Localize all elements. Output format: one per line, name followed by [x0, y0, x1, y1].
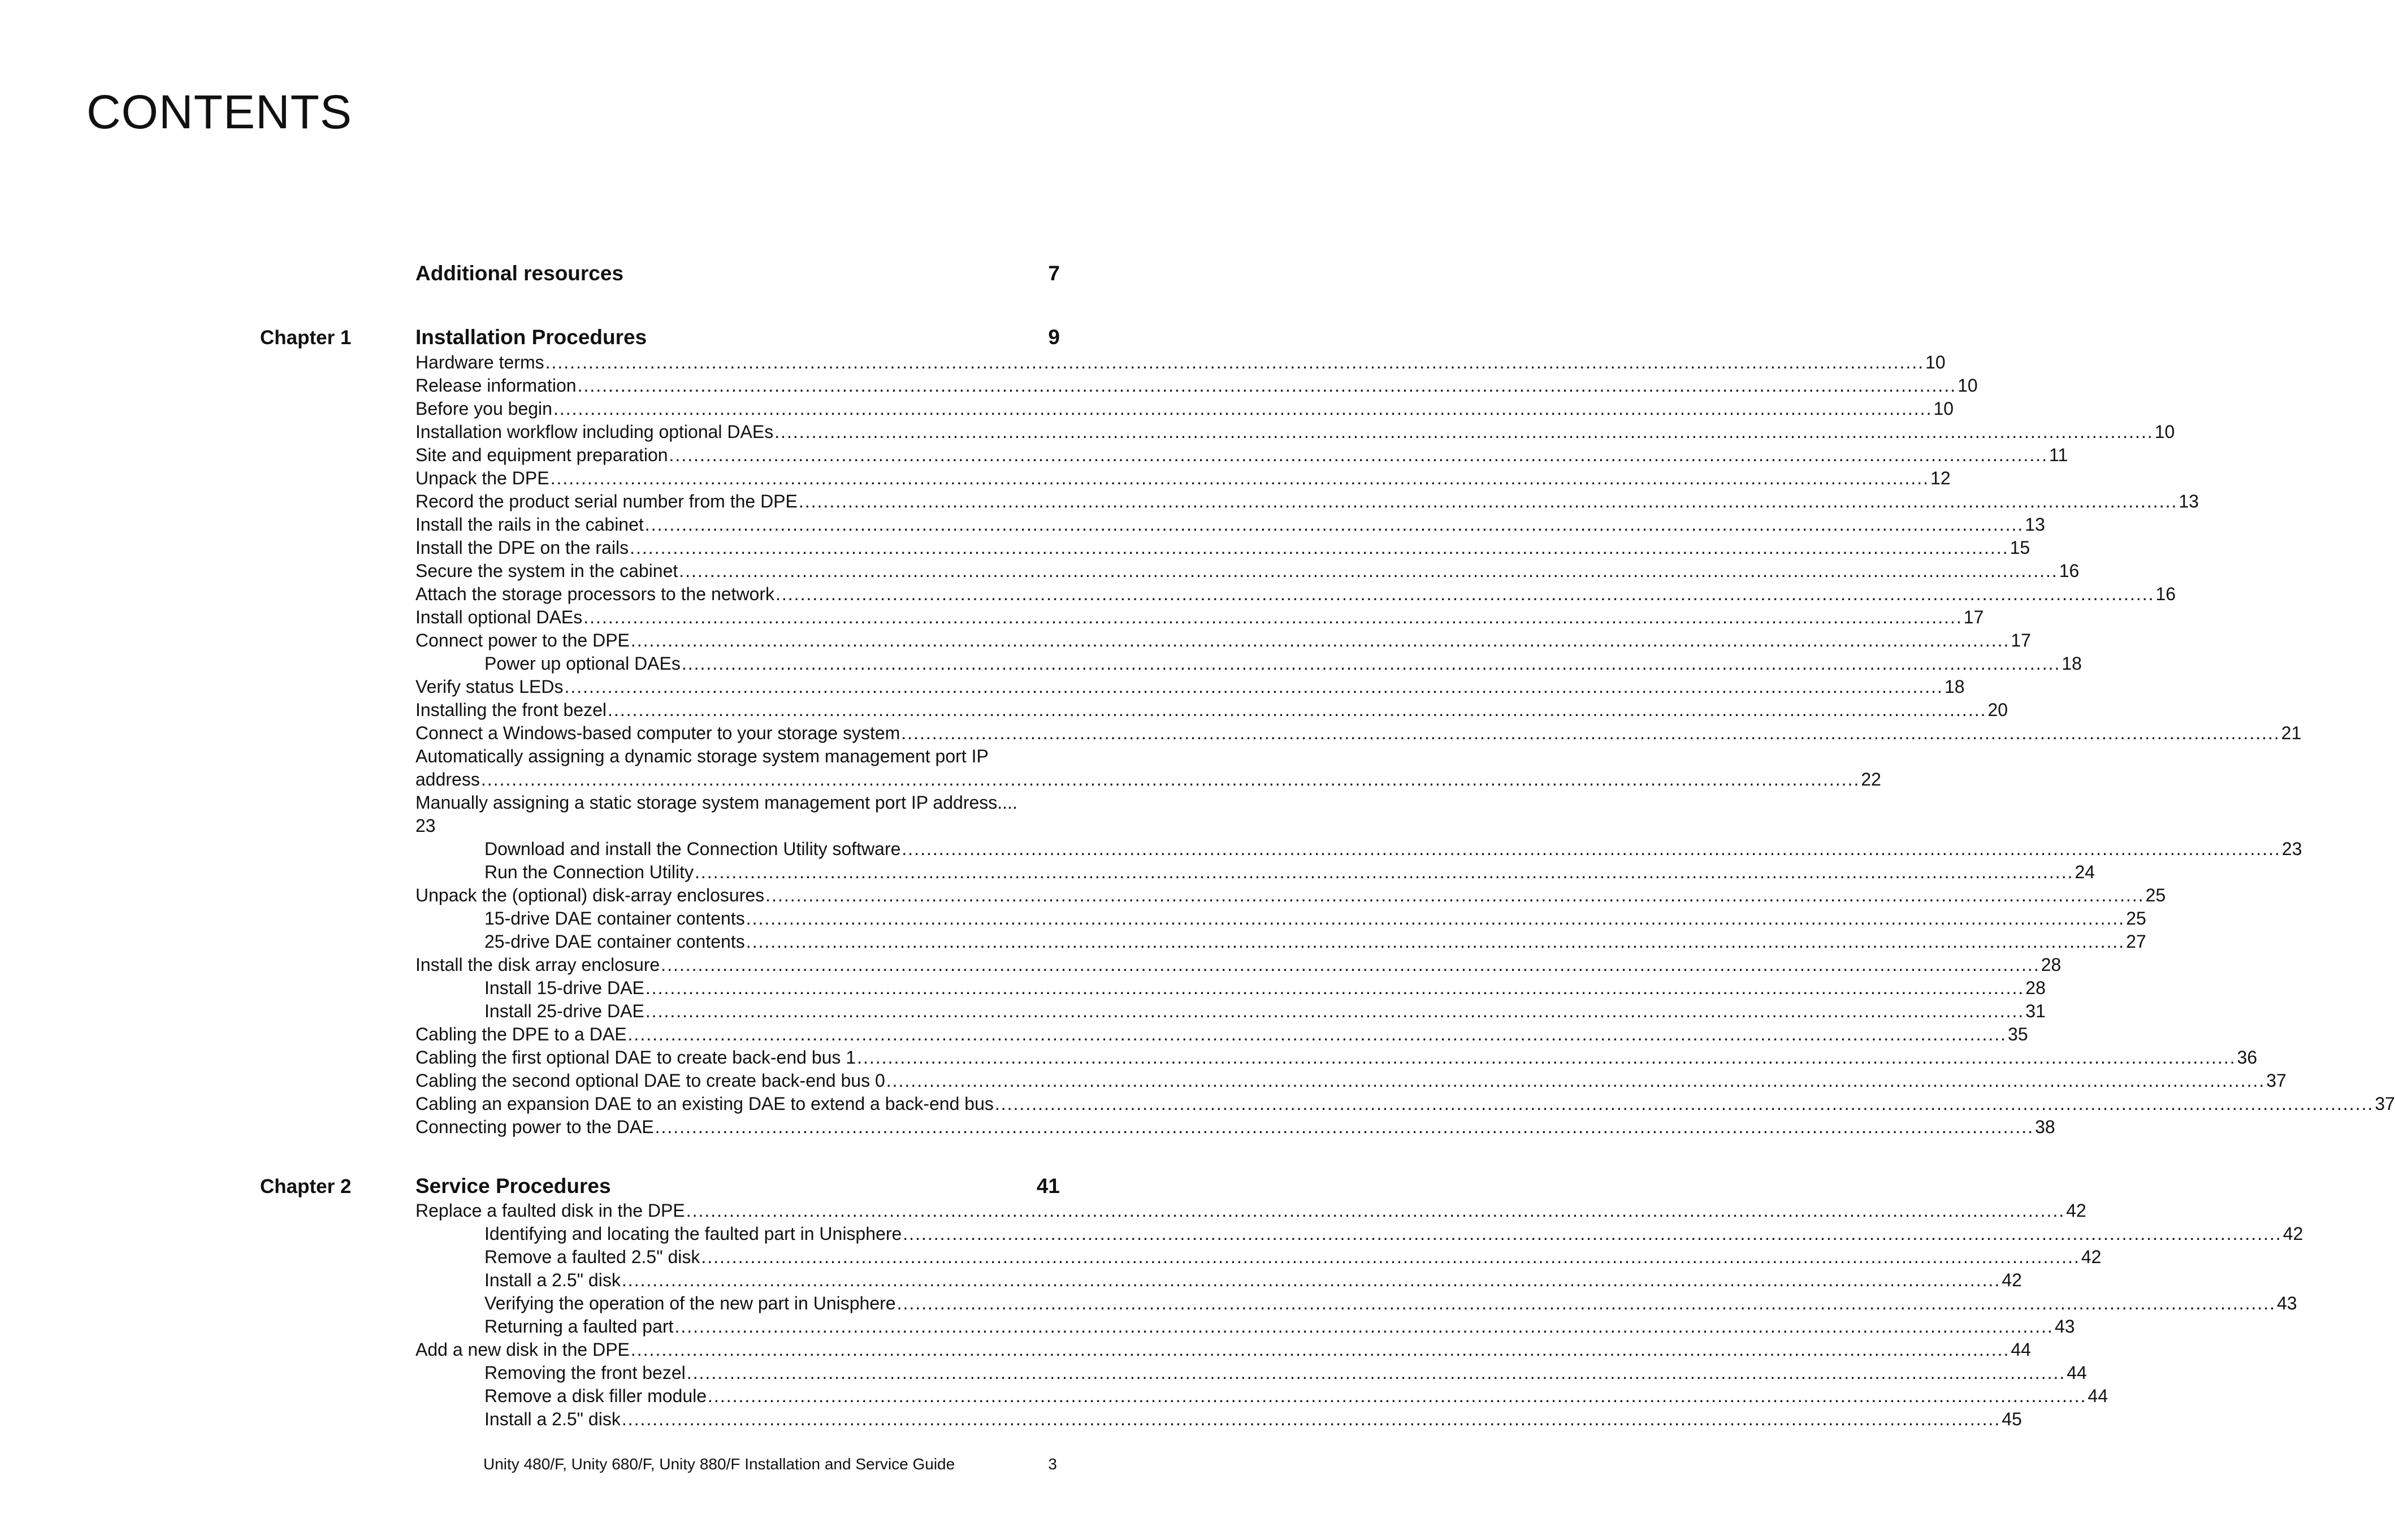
toc-leader-dots	[902, 838, 2281, 861]
toc-entry[interactable]	[415, 1023, 2028, 1046]
toc-entry-page: 35	[2008, 1024, 2028, 1044]
toc-entry-text: Download and install the Connection Utility software	[484, 839, 901, 859]
toc-entry[interactable]	[415, 1385, 2108, 1408]
toc-entry[interactable]	[415, 745, 1881, 791]
toc-entry-text: Install a 2.5" disk	[484, 1270, 621, 1290]
toc-entry[interactable]	[415, 351, 1946, 374]
toc-entry-page: 25	[2145, 885, 2166, 905]
toc-entry[interactable]	[415, 1408, 2022, 1431]
toc-leader-dots	[897, 1292, 2276, 1315]
toc-entry-page: 42	[2081, 1247, 2102, 1267]
toc-entry-text: Connect a Windows-based computer to your storage system	[415, 723, 900, 743]
toc-entry-text: Attach the storage processors to the network	[415, 584, 774, 604]
toc-entry-text: Site and equipment preparation	[415, 445, 668, 465]
toc-leader-dots	[655, 1116, 2034, 1139]
toc-entry-page: 42	[2283, 1224, 2303, 1244]
toc-leader-dots	[776, 583, 2155, 606]
toc-entry[interactable]	[415, 907, 2146, 930]
additional-resources-title: Additional resources	[415, 262, 624, 285]
toc-entry-text: Verifying the operation of the new part in Unisphere	[484, 1293, 896, 1313]
toc-entry-page: 18	[1944, 676, 1965, 697]
toc-entry-text: Cabling the first optional DAE to create back-end bus 1	[415, 1047, 856, 1068]
toc-entry-page: 31	[2025, 1001, 2046, 1021]
chapter-1-entries	[415, 351, 2395, 1139]
toc-entry[interactable]	[415, 1116, 2055, 1139]
toc-entry-text: Install 15-drive DAE	[484, 978, 644, 998]
chapter-1-title: Installation Procedures	[415, 326, 647, 349]
toc-entry[interactable]	[415, 977, 2046, 1000]
toc-entry-page: 16	[2059, 561, 2080, 581]
toc-leader-dots	[622, 1408, 2001, 1431]
toc-leader-dots	[553, 397, 1933, 420]
page-footer	[483, 1455, 1057, 1473]
toc-leader-dots	[695, 861, 2074, 884]
additional-resources-heading[interactable]	[415, 262, 1060, 285]
toc-entry[interactable]	[415, 629, 2031, 652]
toc-entry[interactable]	[415, 675, 1965, 699]
toc-leader-dots	[679, 559, 2058, 583]
additional-resources-page: 7	[1048, 262, 1060, 285]
toc-entry-text: Unpack the DPE	[415, 468, 549, 488]
toc-entry-text: Unpack the (optional) disk-array enclosures	[415, 885, 765, 905]
toc-entry-page: 28	[2041, 955, 2061, 975]
toc-entry-page: 20	[1987, 700, 2008, 720]
toc-entry-text: 15-drive DAE container contents	[484, 908, 745, 929]
toc-leader-dots	[622, 1269, 2001, 1292]
toc-entry-text: Returning a faulted part	[484, 1316, 674, 1337]
toc-entry-page: 28	[2025, 978, 2046, 998]
chapter-1-label: Chapter 1	[260, 327, 352, 349]
toc-leader-dots	[608, 699, 1987, 722]
toc-entry-text: Install the disk array enclosure	[415, 955, 660, 975]
toc-entry[interactable]	[415, 559, 2080, 583]
toc-leader-dots	[674, 1315, 2054, 1338]
toc-entry-text: Secure the system in the cabinet	[415, 561, 678, 581]
footer-page-number: 3	[1048, 1455, 1057, 1473]
page-title: CONTENTS	[86, 85, 352, 138]
toc-entry-text-cont: 23	[415, 815, 436, 836]
toc-entry-text: Cabling an expansion DAE to an existing DAE to extend a back-end bus	[415, 1094, 994, 1114]
toc-entry-page: 10	[1933, 398, 1954, 419]
toc-entry[interactable]	[415, 444, 2068, 467]
toc-entry[interactable]	[415, 722, 2302, 745]
chapter-2-heading[interactable]	[415, 1174, 1060, 1198]
toc-entry[interactable]	[415, 467, 1951, 490]
toc-leader-dots	[901, 722, 2280, 745]
toc-entry-text: Verify status LEDs	[415, 676, 564, 697]
toc-entry-page: 10	[1957, 375, 1978, 396]
toc-entry[interactable]	[415, 1246, 2102, 1269]
toc-entry[interactable]	[415, 1000, 2046, 1023]
toc-entry-page: 10	[2154, 422, 2175, 442]
toc-entry[interactable]	[415, 1361, 2087, 1385]
toc-entry-continuation	[415, 814, 1060, 838]
toc-entry-text: Run the Connection Utility	[484, 862, 694, 882]
toc-leader-dots	[682, 652, 2061, 675]
toc-entry-page: 11	[2049, 445, 2068, 465]
toc-entry[interactable]	[415, 791, 1060, 838]
toc-leader-dots	[631, 629, 2010, 652]
toc-entry[interactable]	[415, 953, 2061, 977]
toc-entry-page: 36	[2237, 1047, 2258, 1068]
toc-entry[interactable]	[415, 1315, 2075, 1338]
toc-entry-text: Cabling the second optional DAE to create back-end bus 0	[415, 1070, 885, 1091]
toc-entry-page: 12	[1930, 468, 1951, 488]
toc-entry-text: Identifying and locating the faulted part in Unisphere	[484, 1224, 902, 1244]
toc-entry[interactable]	[415, 513, 2045, 536]
toc-leader-dots	[774, 420, 2154, 444]
toc-entry-text: Replace a faulted disk in the DPE	[415, 1200, 685, 1221]
toc-entry-page: 43	[2054, 1316, 2075, 1337]
toc-entry[interactable]	[415, 1222, 2303, 1246]
toc-entry-page: 18	[2061, 653, 2082, 674]
toc-entry-page: 44	[2067, 1363, 2087, 1383]
toc-leader-dots	[628, 1023, 2007, 1046]
toc-entry-page: 44	[2087, 1386, 2108, 1406]
toc-entry-continuation	[415, 768, 1881, 791]
toc-leader-dots	[746, 907, 2125, 930]
toc-entry-page: 37	[2375, 1094, 2395, 1114]
toc-entry[interactable]	[415, 652, 2082, 675]
toc-leader-dots	[903, 1222, 2282, 1246]
chapter-1-page: 9	[1048, 326, 1060, 349]
chapter-2-entries	[415, 1199, 2303, 1431]
toc-entry-text: Release information	[415, 375, 577, 396]
toc-entry-text: Installation workflow including optional DAEs	[415, 422, 774, 442]
toc-entry-page: 25	[2126, 908, 2146, 929]
toc-entry-text: Removing the front bezel	[484, 1363, 686, 1383]
toc-leader-dots	[669, 444, 2048, 467]
footer-doc-title: Unity 480/F, Unity 680/F, Unity 880/F Installation and Service Guide	[483, 1455, 955, 1473]
toc-entry-text: Connect power to the DPE	[415, 630, 630, 650]
chapter-2-label: Chapter 2	[260, 1175, 352, 1198]
toc-leader-dots	[646, 1000, 2025, 1023]
toc-entry-text: Hardware terms	[415, 352, 544, 372]
toc-leader-dots	[686, 1199, 2065, 1222]
toc-leader-dots	[630, 536, 2009, 559]
toc-entry-text: Record the product serial number from the DPE	[415, 491, 798, 511]
toc-entry-page: 13	[2025, 514, 2045, 535]
toc-entry-text: Install 25-drive DAE	[484, 1001, 644, 1021]
toc-entry-text: 25-drive DAE container contents	[484, 931, 745, 952]
toc-entry-page: 17	[2011, 630, 2031, 650]
toc-entry-page: 23	[2281, 839, 2302, 859]
toc-entry-text: Power up optional DAEs	[484, 653, 681, 674]
toc-entry-text: Install the rails in the cabinet	[415, 514, 644, 535]
toc-entry[interactable]	[415, 861, 2095, 884]
toc-entry-text: Install a 2.5" disk	[484, 1409, 621, 1429]
toc-entry[interactable]	[415, 374, 1978, 397]
toc-leader-dots	[765, 884, 2145, 907]
toc-entry[interactable]	[415, 397, 1954, 420]
toc-leader-dots	[799, 490, 2178, 513]
chapter-2-page: 41	[1036, 1174, 1060, 1198]
toc-leader-dots	[746, 930, 2125, 953]
toc-entry-page: 13	[2179, 491, 2199, 511]
toc-leader-dots	[583, 606, 1963, 629]
toc-entry-page: 10	[1925, 352, 1946, 372]
toc-leader-dots	[708, 1385, 2087, 1408]
toc-entry[interactable]	[415, 838, 2302, 861]
toc-entry-text: Add a new disk in the DPE	[415, 1339, 630, 1360]
toc-entry[interactable]	[415, 1269, 2022, 1292]
toc-entry-page: 43	[2277, 1293, 2297, 1313]
toc-entry[interactable]	[415, 1199, 2086, 1222]
toc-entry-text: Before you begin	[415, 398, 552, 419]
toc-leader-dots	[857, 1046, 2236, 1069]
toc-entry[interactable]	[415, 1046, 2258, 1069]
toc-entry-text: Remove a disk filler module	[484, 1386, 707, 1406]
toc-entry-text: Install the DPE on the rails	[415, 537, 629, 558]
toc-entry-page: 37	[2266, 1070, 2286, 1091]
toc-entry-page: 24	[2074, 862, 2095, 882]
toc-entry-text: Cabling the DPE to a DAE	[415, 1024, 627, 1044]
toc-entry-page: 15	[2009, 537, 2030, 558]
chapter-2-title: Service Procedures	[415, 1174, 611, 1198]
toc-entry-text: Manually assigning a static storage system management port IP address....	[415, 792, 1017, 813]
toc-entry-page: 17	[1963, 607, 1984, 627]
toc-entry-page: 44	[2011, 1339, 2031, 1360]
toc-entry[interactable]	[415, 1338, 2031, 1361]
toc-leader-dots	[578, 374, 1957, 397]
toc-leader-dots	[545, 351, 1925, 374]
toc-leader-dots	[646, 977, 2025, 1000]
toc-entry[interactable]	[415, 1069, 2286, 1092]
chapter-1-heading[interactable]	[415, 326, 1060, 349]
toc-entry-text-cont: address	[415, 769, 480, 789]
toc-leader-dots	[886, 1069, 2266, 1092]
toc-entry-page: 22	[1861, 769, 1881, 789]
toc-entry-page: 38	[2035, 1117, 2055, 1137]
toc-entry[interactable]	[415, 884, 2166, 907]
toc-entry-text: Connecting power to the DAE	[415, 1117, 654, 1137]
toc-entry[interactable]	[415, 930, 2146, 953]
toc-entry[interactable]	[415, 606, 1984, 629]
toc-entry-page: 16	[2155, 584, 2176, 604]
toc-entry-text: Install optional DAEs	[415, 607, 583, 627]
toc-entry-page: 42	[2002, 1270, 2022, 1290]
toc-entry-page: 21	[2281, 723, 2302, 743]
toc-leader-dots	[995, 1092, 2374, 1116]
toc-entry-page: 42	[2066, 1200, 2086, 1221]
toc-entry[interactable]	[415, 1092, 2395, 1116]
toc-entry[interactable]	[415, 536, 2030, 559]
toc-entry-text: Automatically assigning a dynamic storage system management port IP	[415, 746, 989, 766]
toc-entry-page: 27	[2126, 931, 2146, 952]
toc-entry-page: 45	[2002, 1409, 2022, 1429]
toc-leader-dots	[481, 768, 1860, 791]
toc-leader-dots	[661, 953, 2040, 977]
toc-leader-dots	[645, 513, 2024, 536]
toc-entry[interactable]	[415, 583, 2176, 606]
toc-leader-dots	[551, 467, 1930, 490]
toc-leader-dots	[701, 1246, 2080, 1269]
toc-entry[interactable]	[415, 420, 2175, 444]
toc-leader-dots	[564, 675, 1943, 699]
toc-entry[interactable]	[415, 490, 2199, 513]
toc-leader-dots	[631, 1338, 2010, 1361]
toc-entry-text: Installing the front bezel	[415, 700, 607, 720]
toc-entry[interactable]	[415, 699, 2008, 722]
toc-entry[interactable]	[415, 1292, 2297, 1315]
toc-leader-dots	[687, 1361, 2066, 1385]
toc-entry-text: Remove a faulted 2.5" disk	[484, 1247, 700, 1267]
